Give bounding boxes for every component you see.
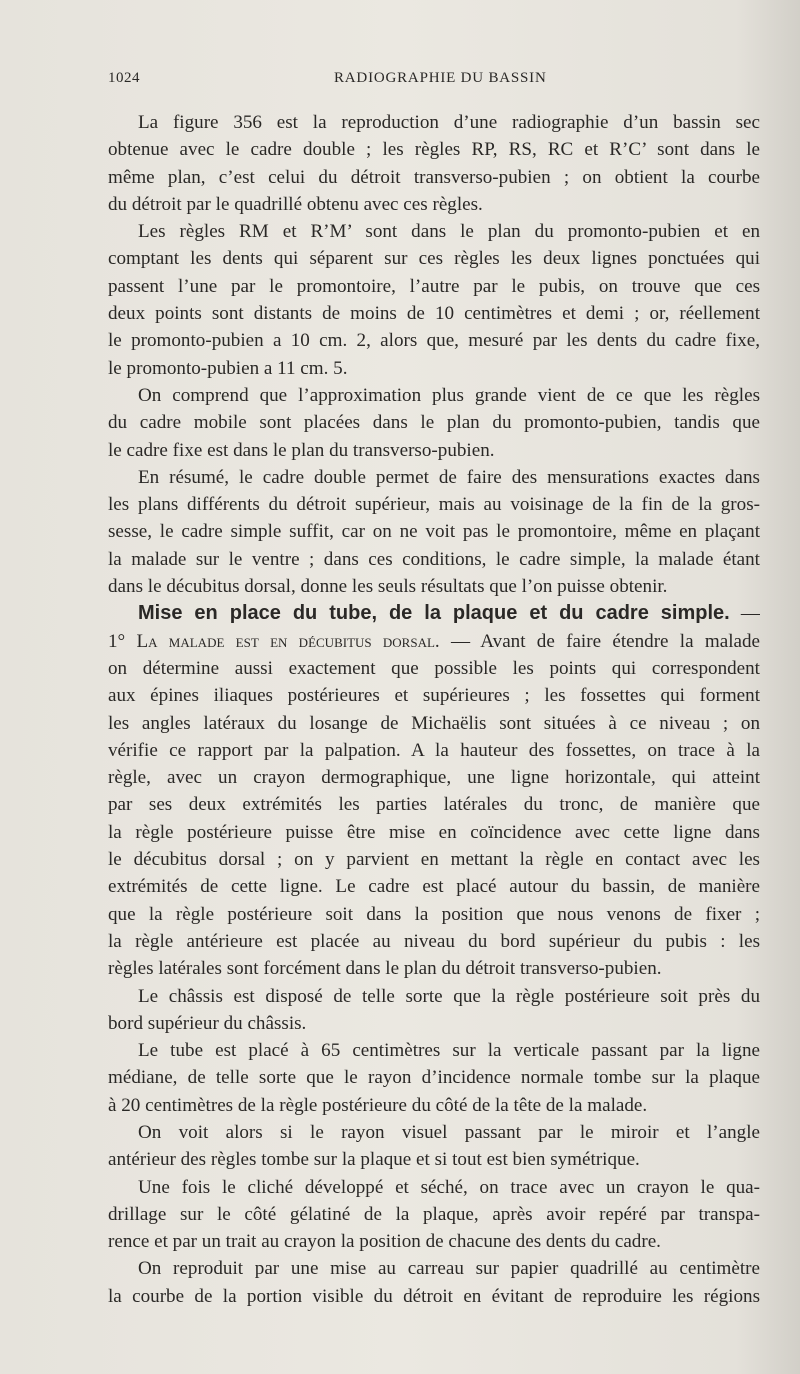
- text-line: [108, 901, 760, 928]
- text-line: [108, 1010, 760, 1037]
- line-text: que la règle postérieure soit dans la position que nous venons de fixer ;: [108, 903, 760, 925]
- line-text: même plan, c’est celui du détroit transverso-pubien ; on obtient la courbe: [108, 166, 760, 188]
- line-text: du détroit par le quadrillé obtenu avec ces règles.: [108, 193, 483, 215]
- text-line: [108, 928, 760, 955]
- text-line: [108, 437, 760, 464]
- line-text: le décubitus dorsal ; on y parvient en mettant la règle en contact avec les: [108, 849, 760, 871]
- line-text: On reproduit par une mise au carreau sur papier quadrillé au centimètre: [138, 1258, 760, 1280]
- text-line: [108, 245, 760, 272]
- line-text: les angles latéraux du losange de Michaëlis sont situées à ce niveau ; on: [108, 712, 760, 734]
- subsection-title: La malade est en décubitus dorsal.: [136, 630, 440, 652]
- line-text: drillage sur le côté gélatiné de la plaque, après avoir repéré par transpa-: [108, 1203, 760, 1225]
- line-text: par ses deux extrémités les parties latérales du tronc, de manière que: [108, 794, 760, 816]
- text-line: [108, 136, 760, 163]
- body-text: [108, 109, 760, 1310]
- text-line: [108, 109, 760, 136]
- text-line: [108, 819, 760, 846]
- text-line: [108, 846, 760, 873]
- text-line: [108, 1092, 760, 1119]
- text-line: [108, 1255, 760, 1282]
- line-text: La figure 356 est la reproduction d’une radiographie d’un bassin sec: [138, 112, 760, 133]
- line-text: on détermine aussi exactement que possible les points qui correspondent: [108, 657, 760, 679]
- line-text: comptant les dents qui séparent sur ces règles les deux lignes ponctuées qui: [108, 248, 760, 270]
- section-heading: Mise en place du tube, de la plaque et du cadre simple.: [138, 602, 730, 625]
- line-text: extrémités de cette ligne. Le cadre est placé autour du bassin, de manière: [108, 876, 760, 898]
- text-line: [108, 628, 760, 655]
- running-title: RADIOGRAPHIE DU BASSIN: [334, 70, 547, 86]
- line-text: règle, avec un crayon dermographique, une ligne horizontale, qui atteint: [108, 767, 760, 789]
- text-line: [108, 600, 760, 627]
- text-line: [108, 1037, 760, 1064]
- line-text: Le tube est placé à 65 centimètres sur la verticale passant par la ligne: [138, 1040, 760, 1062]
- text-line: [108, 1174, 760, 1201]
- text-line: [108, 218, 760, 245]
- text-line: [108, 464, 760, 491]
- line-text: passent l’une par le promontoire, l’autre par le pubis, on trouve que ces: [108, 275, 760, 297]
- line-text: aux épines iliaques postérieures et supérieures ; les fossettes qui forment: [108, 685, 760, 707]
- text-line: [108, 1201, 760, 1228]
- line-text: En résumé, le cadre double permet de faire des mensurations exactes dans: [138, 466, 760, 488]
- running-head: [108, 70, 760, 94]
- text-line: [108, 355, 760, 382]
- text-line: [108, 955, 760, 982]
- line-text: antérieur des règles tombe sur la plaque et si tout est bien symétrique.: [108, 1149, 640, 1171]
- line-text: médiane, de telle sorte que le rayon d’incidence normale tombe sur la plaque: [108, 1067, 760, 1089]
- line-text: deux points sont distants de moins de 10 centimètres et demi ; or, réellement: [108, 303, 760, 325]
- line-text: sesse, le cadre simple suffit, car on ne voit pas le promontoire, même en plaçant: [108, 521, 760, 543]
- text-line: [108, 655, 760, 682]
- text-line: [108, 873, 760, 900]
- line-text: On voit alors si le rayon visuel passant par le miroir et l’angle: [138, 1121, 760, 1143]
- text-line: [108, 409, 760, 436]
- line-text: règles latérales sont forcément dans le plan du détroit transverso-pubien.: [108, 958, 662, 980]
- text-line: [108, 382, 760, 409]
- line-text: du cadre mobile sont placées dans le plan du promonto-pubien, tandis que: [108, 412, 760, 434]
- line-text: vérifie ce rapport par la palpation. A la hauteur des fossettes, on trace à la: [108, 739, 760, 761]
- line-text: la courbe de la portion visible du détroit en évitant de reproduire les régions: [108, 1285, 760, 1307]
- line-text: dans le décubitus dorsal, donne les seuls résultats que l’on puisse obtenir.: [108, 576, 668, 598]
- line-text: la malade sur le ventre ; dans ces conditions, le cadre simple, la malade étant: [108, 548, 760, 570]
- line-text: la règle postérieure puisse être mise en coïncidence avec cette ligne dans: [108, 821, 760, 843]
- text-line: [108, 983, 760, 1010]
- line-text: le promonto-pubien a 11 cm. 5.: [108, 357, 348, 379]
- text-line: [108, 682, 760, 709]
- text-line: [108, 546, 760, 573]
- line-text: Une fois le cliché développé et séché, on trace avec un crayon le qua-: [138, 1176, 760, 1198]
- line-text: Le châssis est disposé de telle sorte que la règle postérieure soit près du: [138, 985, 760, 1007]
- text-line: [108, 710, 760, 737]
- text-line: [108, 518, 760, 545]
- text-line: [108, 737, 760, 764]
- line-text: —: [729, 603, 760, 625]
- text-line: [108, 1146, 760, 1173]
- page-number: 1024: [108, 70, 140, 86]
- text-line: [108, 273, 760, 300]
- item-number: 1°: [108, 630, 137, 652]
- line-text: les plans différents du détroit supérieur, mais au voisinage de la fin de la gros-: [108, 494, 760, 516]
- line-text: le promonto-pubien a 10 cm. 2, alors que, mesuré par les dents du cadre fixe,: [108, 330, 760, 352]
- text-line: [108, 491, 760, 518]
- text-line: [108, 191, 760, 218]
- line-text: bord supérieur du châssis.: [108, 1012, 307, 1034]
- text-line: [108, 791, 760, 818]
- line-text: obtenue avec le cadre double ; les règles RP, RS, RC et R’C’ sont dans le: [108, 139, 760, 161]
- text-line: [108, 1283, 760, 1310]
- text-line: [108, 764, 760, 791]
- text-line: [108, 300, 760, 327]
- text-line: [108, 164, 760, 191]
- text-line: [108, 573, 760, 600]
- line-text: le cadre fixe est dans le plan du transverso-pubien.: [108, 439, 495, 461]
- text-line: [108, 1119, 760, 1146]
- text-line: [108, 327, 760, 354]
- line-text: à 20 centimètres de la règle postérieure du côté de la tête de la malade.: [108, 1094, 648, 1116]
- line-text: On comprend que l’approximation plus grande vient de ce que les règles: [138, 384, 760, 406]
- line-text: — Avant de faire étendre la malade: [439, 630, 760, 652]
- line-text: Les règles RM et R’M’ sont dans le plan du promonto-pubien et en: [138, 221, 760, 243]
- text-line: [108, 1228, 760, 1255]
- text-line: [108, 1064, 760, 1091]
- line-text: rence et par un trait au crayon la position de chacune des dents du cadre.: [108, 1231, 661, 1253]
- line-text: la règle antérieure est placée au niveau du bord supérieur du pubis : les: [108, 930, 760, 952]
